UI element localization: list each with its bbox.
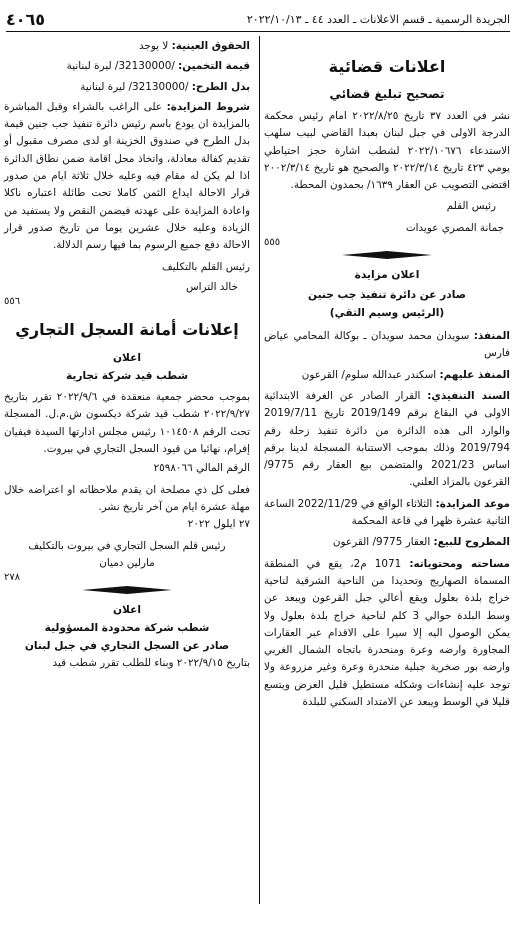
auction-issuer: صادر عن دائرة تنفيذ جب جنين xyxy=(308,289,466,302)
auction-area xyxy=(264,556,510,712)
notice1-signer-role: رئيس قلم السجل التجاري في بيروت بالتكليف xyxy=(28,539,226,552)
notice1-subtitle: شطب قيد شركة تجارية xyxy=(65,370,189,383)
terms-signer-name: خالد التراس xyxy=(185,280,238,293)
terms-paragraph xyxy=(4,99,250,255)
correction-signer-name: جمانة المصري عويدات xyxy=(405,221,504,234)
notice1-date: ٢٧ ايلول ٢٠٢٢ xyxy=(187,518,250,531)
terms-label: شروط المزايدة: xyxy=(166,100,250,113)
section-title-registry: إعلانات أمانة السجل التجاري xyxy=(15,320,239,340)
notice2-issuer: صادر عن السجل التجاري في جبل لبنان xyxy=(24,640,230,653)
auction-judge: (الرئيس وسيم التقي) xyxy=(329,307,445,320)
price-line xyxy=(4,79,250,96)
price-value: /32130000/ ليرة لبنانية xyxy=(80,80,189,93)
auction-title: اعلان مزايدة xyxy=(354,269,420,282)
notice1-ref: ٢٧٨ xyxy=(4,572,21,584)
debtor-text: اسكندر عبدالله سلوم/ القرعون xyxy=(301,368,437,381)
divider-ornament xyxy=(264,250,510,260)
notice2-title: اعلان xyxy=(113,604,141,617)
auction-sale xyxy=(264,534,510,551)
auction-deed xyxy=(264,388,510,492)
terms-signer-role: رئيس القلم بالتكليف xyxy=(162,260,250,273)
notice2-subtitle: شطب شركة محدودة المسؤولية xyxy=(44,622,210,635)
area-label: مساحته ومحتوياته: xyxy=(409,557,510,570)
notice2-body: بتاريخ ٢٠٢٢/٩/١٥ وبناء للطلب تقرر شطب قيد xyxy=(52,657,250,670)
terms-text: على الراغب بالشراء وقبل المباشرة بالمزايدة ان يودع باسم رئيس دائرة تنفيذ جب جنين قيمة بدل الطرح في صندوق الخزينة او لدى مصرف مقبول أو تقديم كفالة معادلة، واتخاذ محل اقامة ضمن نطاق الدائرة اذا لم يكن له مقام فيه وعليه خلال ثلاثة ايام من صدور قرار الاحالة ايداع الثمن كاملا تحت طائلة اعتباره ناكلا واعادة المزايدة على عهدته فيضمن النقص ولا يستفيد من الزيادة وعليه خلال عشرين يوما من تاريخ صدور قرار الاحالة دفع جميع الرسوم بما فيها رسم الدلالة. xyxy=(4,100,250,252)
creditor-label: المنفذ: xyxy=(473,330,510,343)
section-title-judicial: اعلانات قضائية xyxy=(328,57,446,76)
correction-title: تصحيح تبليغ قضائي xyxy=(329,87,445,101)
area-text: 1071 م2، يقع في المنطقة المسماة الصهاريج وتحديدا من الناحية الشرقية لناحية خراج بلدة بعلول ويقع أعالي جبل القرعون ويبعد عن وسط البلدة حوالي 3 كلم لناحية خراج بلدة بعلول ولا يمكن الوصول اليه إلا سيرا على الاقدام عبر العقارات المجاورة وارضه وعرة ومنحدرة باتجاه الشمال الغربي وارضه بور صخرية جبلية منحدرة وعرة وغير مزروعة ولا توجد عليه إنشاءات وشكله مستطيل قليل العرض ويتسع قليلا في الوسط ويبعد عن الامتداد السكني للبلدة xyxy=(264,557,510,709)
correction-body: نشر في العدد ٣٧ تاريخ ٢٠٢٢/٨/٢٥ امام رئيس محكمة الدرجة الاولى في جبل لبنان بعبدا القاضي لبيب سلهب الاستدعاء ٢٠٢٢/١٠٦٧٦ لشطب اشارة حجز احتياطي يومي ٤٢٣ تاريخ ٢٠٢٢/٣/١٤ والصحيح هو تاريخ ٢٠٠٢/٣/١٤ اقتضى التصويب عن العقار ١٦٣٩/ بحمدون المحطة. xyxy=(264,110,511,192)
right-column xyxy=(264,38,510,711)
valuation-value: /32130000/ ليرة لبنانية xyxy=(66,60,175,73)
auction-debtor xyxy=(264,367,510,384)
price-label: بدل الطرح: xyxy=(191,80,250,93)
deed-label: السند التنفيذي: xyxy=(427,389,510,402)
divider-ornament xyxy=(4,585,250,595)
auction-date xyxy=(264,496,510,531)
notice1-capital: الرقم المالي ٢٥٩٨٠٦٦ xyxy=(153,462,250,475)
rights-label: الحقوق العينية: xyxy=(171,40,250,52)
debtor-label: المنفذ عليهم: xyxy=(439,368,510,381)
date-text: الثلاثاء الواقع في 2022/11/29 الساعة الثانية عشرة ظهرا في قاعة المحكمة xyxy=(264,497,510,528)
notice1-objection: فعلى كل ذي مصلحة ان يقدم ملاحظاته او اعتراضه خلال مهلة عشرة ايام من آخر تاريخ نشر. xyxy=(4,483,250,513)
terms-ref: ٥٥٦ xyxy=(4,296,21,308)
column-divider xyxy=(259,36,260,904)
notice1-title: اعلان xyxy=(113,352,141,365)
header-rule xyxy=(6,31,510,32)
date-label: موعد المزايدة: xyxy=(435,497,510,510)
notice1-body: بموجب محضر جمعية منعقدة في ٢٠٢٢/٩/٦ تقرر بتاريخ ٢٠٢٢/٩/٢٧ شطب قيد شركة ديكسون ش.م.ل. المسجلة تحت الرقم ١٠١٤٥٠٨ رئيس مجلس ادارتها السيدة فيفيان إفرام، نهائيا من قيود السجل التجاري في بيروت. xyxy=(4,391,250,456)
correction-signer-role: رئيس القلم xyxy=(446,200,496,213)
page-header xyxy=(6,8,510,30)
left-column xyxy=(4,38,250,672)
auction-creditor xyxy=(264,328,510,363)
header-title: الجريدة الرسمية ـ قسم الاعلانات ـ العدد ٤٤ ـ ٢٠٢٢/١٠/١٣ xyxy=(246,12,510,26)
sale-text: العقار 9775/ القرعون xyxy=(332,536,431,549)
valuation-line xyxy=(4,58,250,75)
correction-ref: ٥٥٥ xyxy=(264,237,281,249)
creditor-text: سويدان محمد سويدان ـ بوكالة المحامي عياض فارس xyxy=(264,330,510,360)
page-number: ٤٠٦٥ xyxy=(6,9,46,29)
rights-line xyxy=(4,38,250,55)
valuation-label: قيمة التخمين: xyxy=(178,60,250,73)
deed-text: القرار الصادر عن الغرفة الابتدائية الاولى في البقاع برقم 2019/149 تاريخ 2019/7/11 والوارد الى هذه الدائرة من دائرة تنفيذ زحلة رقم 2019/794 وذلك بموجب الاستنابة المسجلة لدينا برقم اساس 2021/23 والمتضمن بيع العقار رقم 9775/ القرعون بالمزاد العلني. xyxy=(264,389,511,489)
sale-label: المطروح للبيع: xyxy=(433,536,510,549)
notice1-signer-name: مارلين دميان xyxy=(99,556,155,569)
rights-value: لا يوجد xyxy=(138,40,169,52)
